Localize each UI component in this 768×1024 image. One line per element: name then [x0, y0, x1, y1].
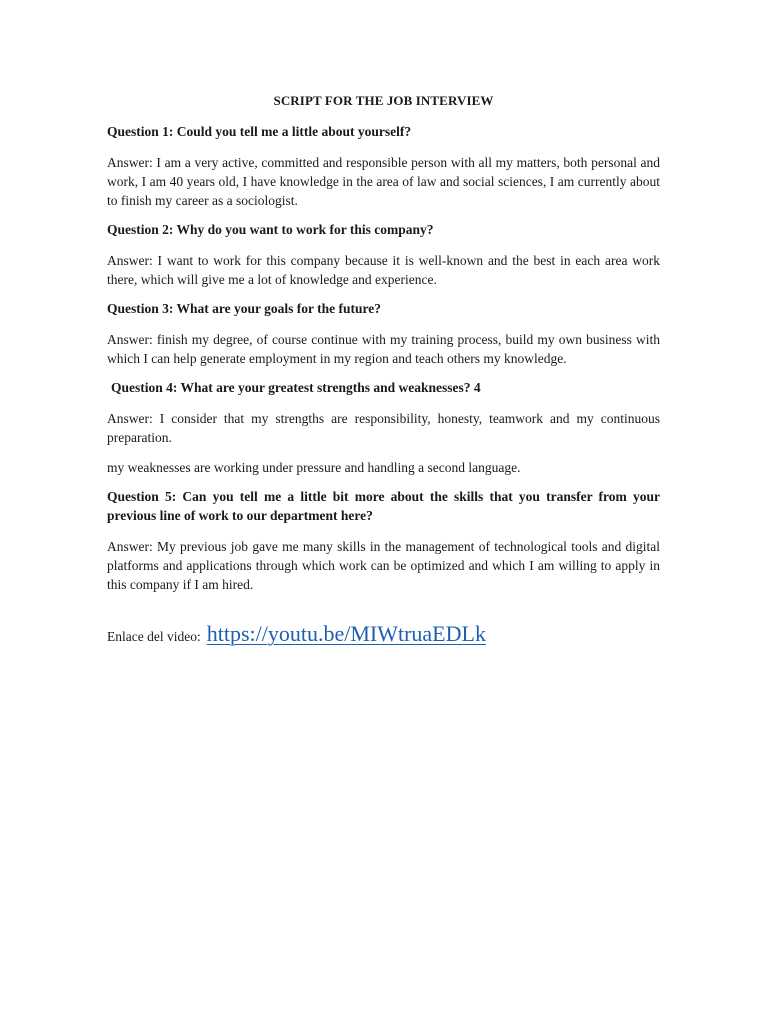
question-3: Question 3: What are your goals for the future?	[107, 301, 382, 316]
answer-4: Answer: I consider that my strengths are responsibility, honesty, teamwork and my continuous preparation.	[107, 411, 660, 445]
answer-2: Answer: I want to work for this company because it is well-known and the best in each area work there, which will give me a lot of knowledge and experience.	[107, 253, 660, 287]
question-4: Question 4: What are your greatest strengths and weaknesses? 4	[111, 380, 481, 395]
answer-4-weaknesses: my weaknesses are working under pressure and handling a second language.	[107, 460, 521, 475]
question-1: Question 1: Could you tell me a little about yourself?	[107, 124, 412, 139]
document-title: SCRIPT FOR THE JOB INTERVIEW	[273, 93, 494, 108]
answer-5: Answer: My previous job gave me many skills in the management of technological tools and digital platforms and applications through which work can be optimized and which I am willing to apply in this company if I am hired.	[107, 539, 660, 592]
video-link[interactable]: https://youtu.be/MIWtruaEDLk	[206, 621, 486, 646]
question-2: Question 2: Why do you want to work for this company?	[107, 222, 434, 237]
video-link-label: Enlace del video:	[107, 629, 201, 644]
document-page	[107, 90, 660, 648]
question-5: Question 5: Can you tell me a little bit more about the skills that you transfer from your previous line of work to our department here?	[107, 489, 660, 523]
video-link-line	[107, 621, 660, 648]
answer-1: Answer: I am a very active, committed and responsible person with all my matters, both personal and work, I am 40 years old, I have knowledge in the area of law and social sciences, I am currently about to finish my career as a sociologist.	[107, 155, 660, 208]
answer-3: Answer: finish my degree, of course continue with my training process, build my own business with which I can help generate employment in my region and teach others my knowledge.	[107, 332, 660, 366]
